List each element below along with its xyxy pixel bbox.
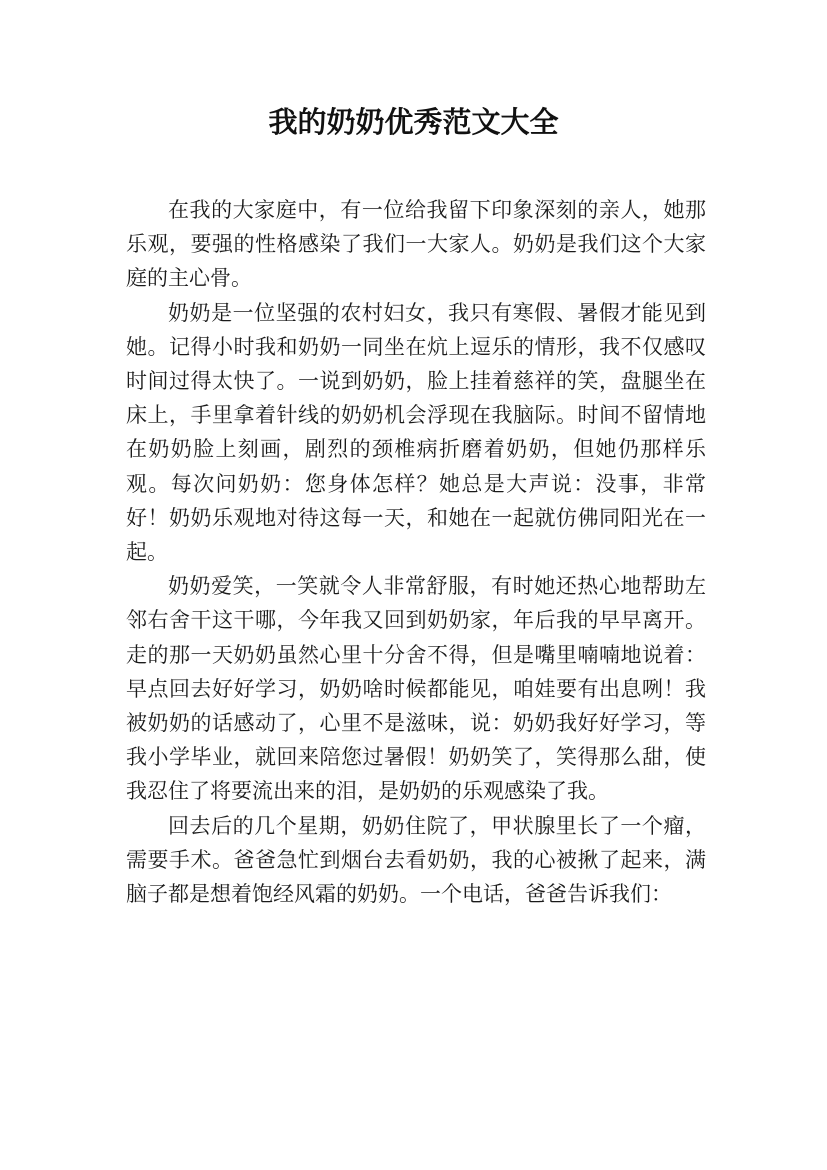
paragraph-4: 回去后的几个星期，奶奶住院了，甲状腺里长了一个瘤，需要手术。爸爸急忙到烟台去看奶奶，我的心被揪了起来，满脑子都是想着饱经风霜的奶奶。一个电话，爸爸告诉我们： <box>126 813 706 907</box>
paragraph-3: 奶奶爱笑，一笑就令人非常舒服，有时她还热心地帮助左邻右舍干这干哪，今年我又回到奶奶家，年后我的早早离开。走的那一天奶奶虽然心里十分舍不得，但是嘴里喃喃地说着：早点回去好好学习，奶奶啥时候都能见，咱娃要有出息咧！我被奶奶的话感动了，心里不是滋味，说：奶奶我好好学习，等我小学毕业，就回来陪您过暑假！奶奶笑了，笑得那么甜，使我忍住了将要流出来的泪，是奶奶的乐观感染了我。 <box>126 574 706 804</box>
paragraph-2: 奶奶是一位坚强的农村妇女，我只有寒假、暑假才能见到她。记得小时我和奶奶一同坐在炕上逗乐的情形，我不仅感叹时间过得太快了。一说到奶奶，脸上挂着慈祥的笑，盘腿坐在床上，手里拿着针线的奶奶机会浮现在我脑际。时间不留情地在奶奶脸上刻画，剧烈的颈椎病折磨着奶奶，但她仍那样乐观。每次问奶奶：您身体怎样？她总是大声说：没事，非常好！奶奶乐观地对待这每一天，和她在一起就仿佛同阳光在一起。 <box>126 300 706 565</box>
document-title: 我的奶奶优秀范文大全 <box>268 105 559 139</box>
paragraph-1: 在我的大家庭中，有一位给我留下印象深刻的亲人，她那乐观，要强的性格感染了我们一大家人。奶奶是我们这个大家庭的主心骨。 <box>126 198 706 291</box>
document-body <box>126 193 706 911</box>
